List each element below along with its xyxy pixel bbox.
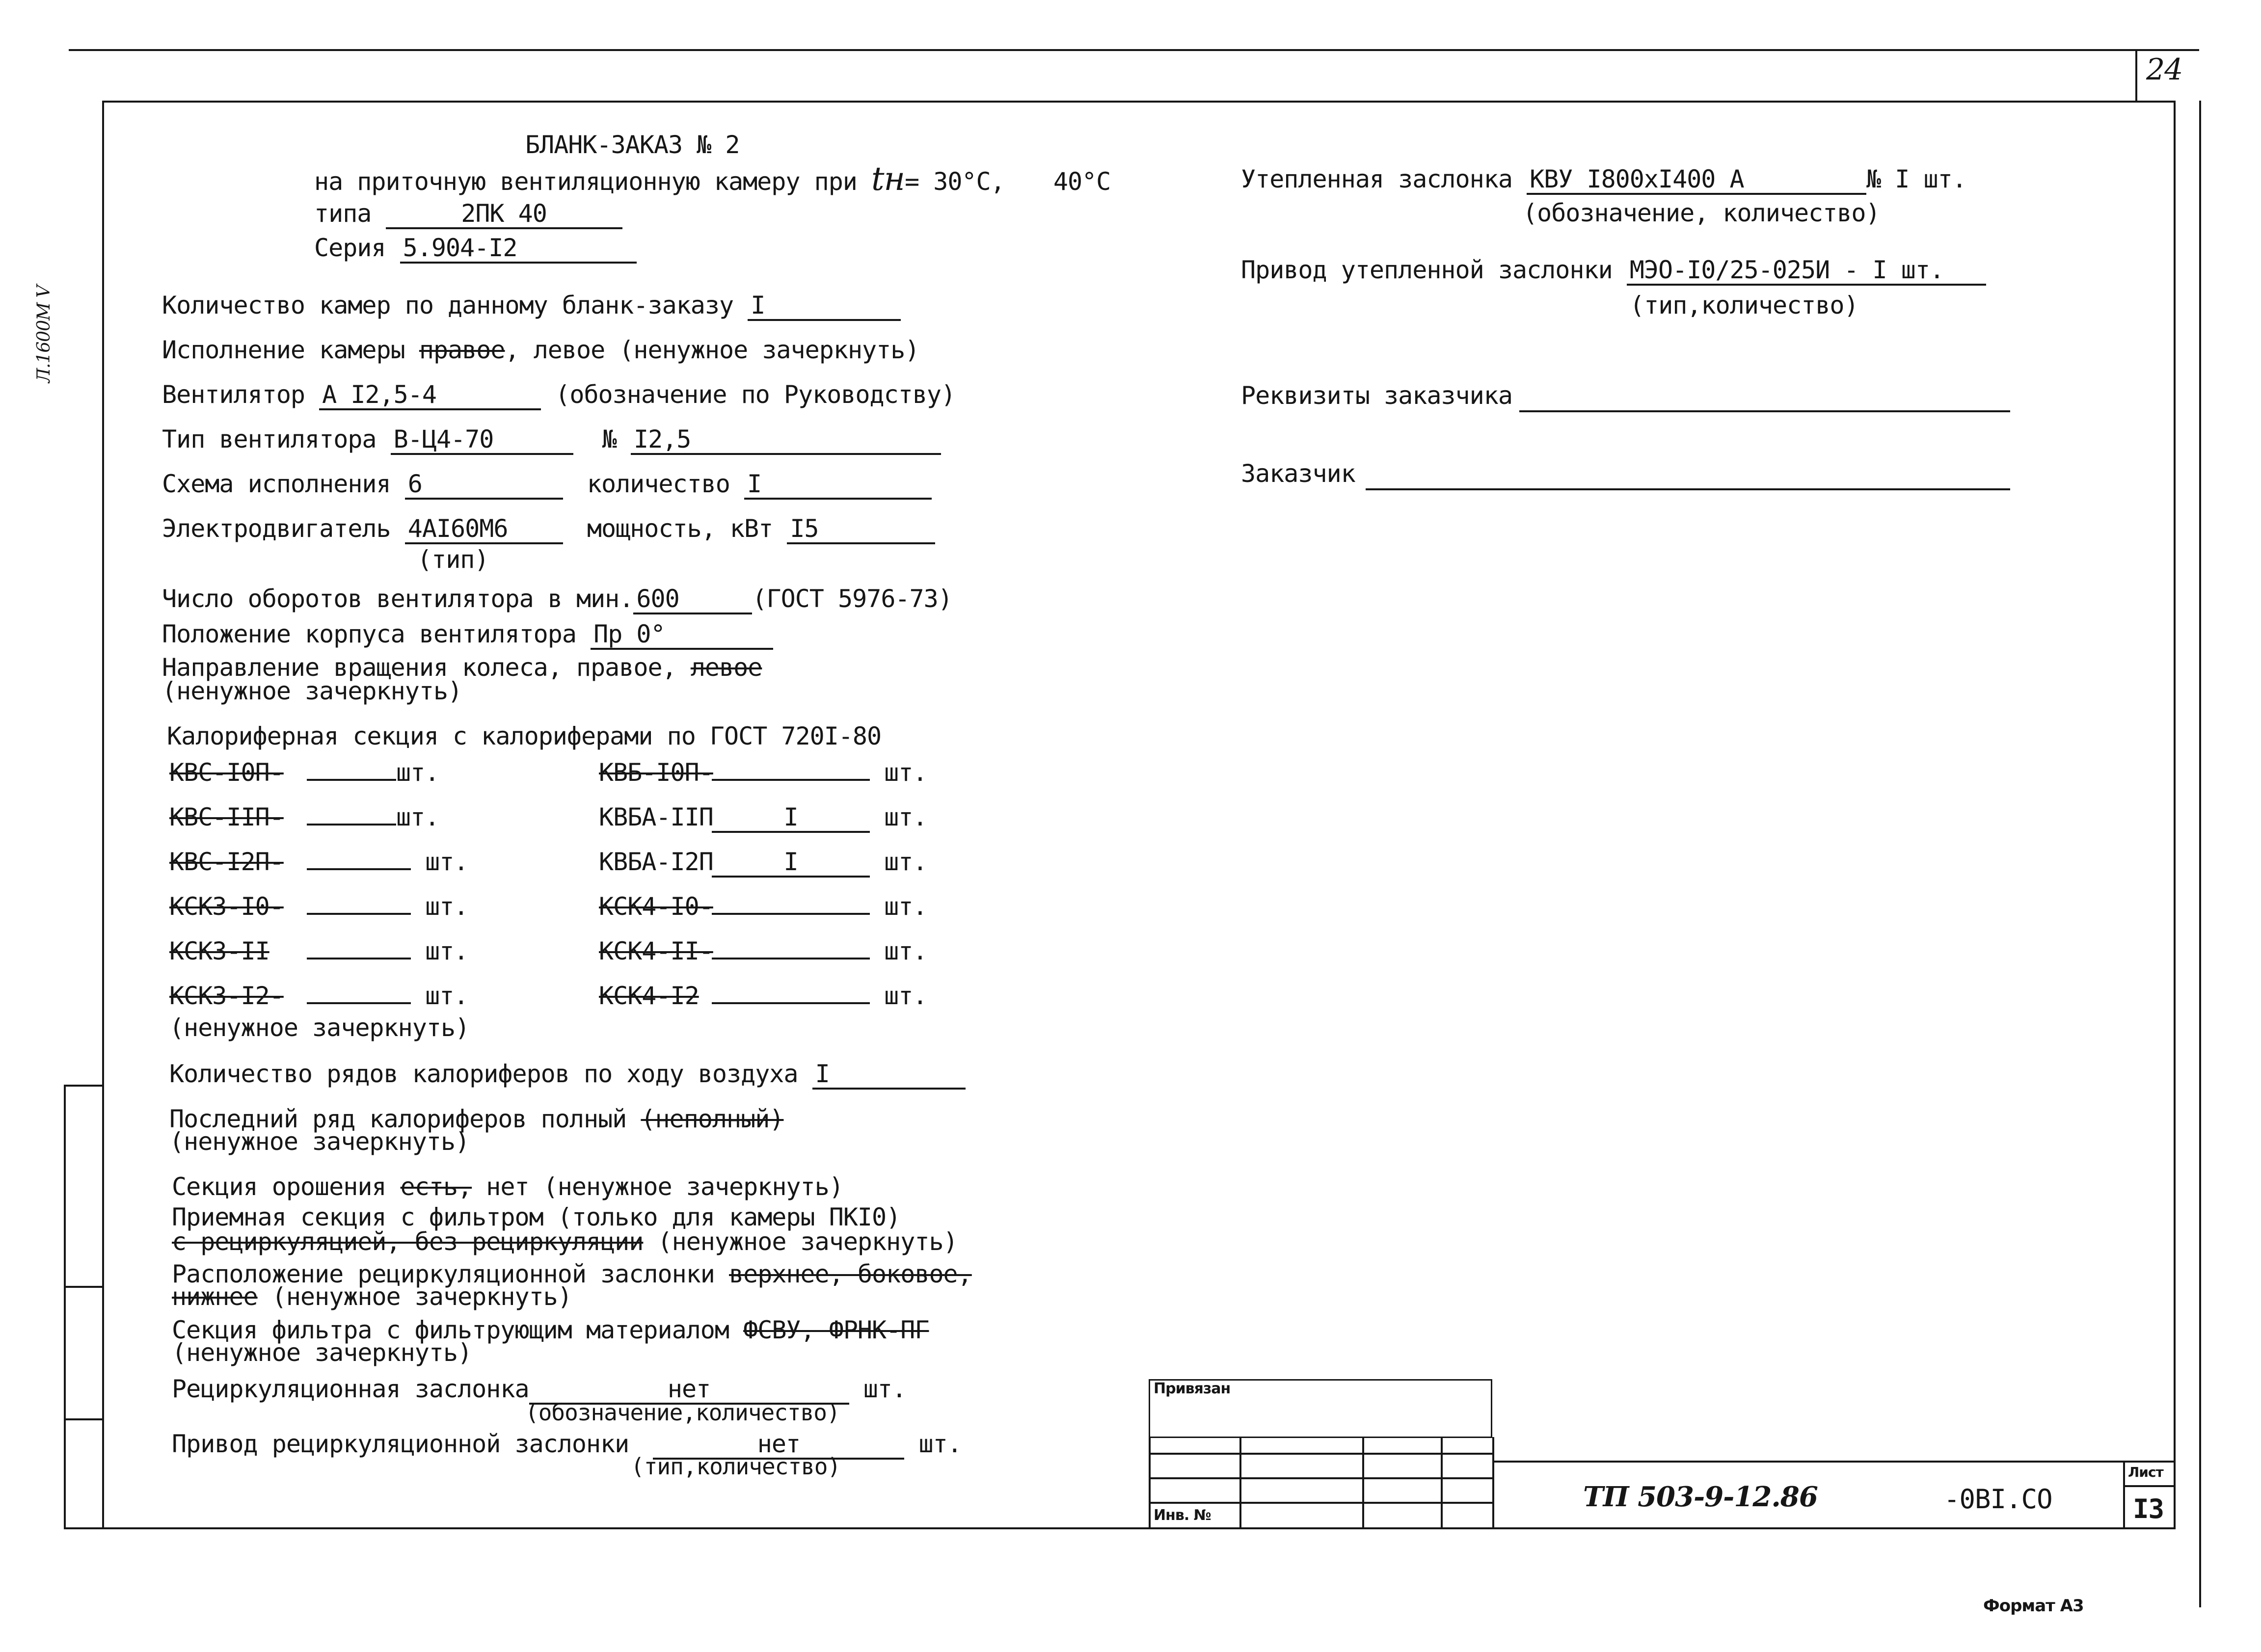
customer-line [1366,488,2010,490]
recirc-drive-label: Привод рециркуляционной заслонки [172,1430,629,1458]
side-strip-divider-3 [64,1418,103,1420]
rows-row [169,1059,966,1090]
heater-right-5-unit: шт. [884,937,927,965]
stamp-grid-v4 [1492,1437,1494,1528]
header-line-1-text: на приточную вентиляционную камеру при [314,167,857,196]
camera-qty-label: Количество камер по данному бланк-заказу [162,291,734,320]
recirc-pos-struck-2: нижнее [172,1282,258,1311]
recirc-damper-note: (обозначение,количество) [525,1399,840,1426]
tn-value: = 30°C, [905,167,1005,196]
doc-suffix: -0ВI.СО [1944,1484,2052,1515]
scheme-qty-value: I [744,470,932,500]
heaters-note: (ненужное зачеркнуть) [169,1013,470,1042]
header-line-1 [314,160,1111,198]
fan-number-value: I2,5 [631,426,941,455]
side-strip-divider-1 [64,1085,103,1087]
stamp-grid-v3 [1441,1437,1443,1528]
heater-right-1-qty [712,779,870,781]
heater-right-3 [599,847,927,878]
damper-row [1241,164,1966,195]
fan-type-value: В-Ц4-70 [391,426,573,455]
motor-row [162,514,935,544]
filter-struck: ФСВУ, ФРНК-ПГ [743,1316,929,1344]
heater-left-6-unit: шт. [425,982,468,1010]
sheet-label: Лист [2128,1464,2163,1480]
frame-left-line [102,101,104,1529]
spray-row [172,1172,843,1201]
last-row-struck: (неполный) [641,1105,784,1133]
fan-value: А I2,5-4 [319,381,541,410]
rotation-struck: левое [690,653,762,682]
heater-left-1-unit: шт. [396,758,439,787]
last-row-note: (ненужное зачеркнуть) [169,1127,470,1156]
housing-label: Положение корпуса вентилятора [162,620,576,648]
stamp-inv-label: Инв. № [1154,1507,1211,1524]
series-row [314,233,637,264]
heater-right-6-unit: шт. [884,982,927,1010]
filter-label: Секция фильтра с фильтрующим материалом [172,1316,729,1344]
type-row [314,199,622,229]
heater-left-3-name: КВС-I2П- [169,848,284,876]
heater-left-4-unit: шт. [425,892,468,921]
heater-left-3 [169,847,468,877]
heater-left-1-qty [307,779,396,781]
damper-label: Утепленная заслонка [1241,165,1512,193]
stamp-grid-v2 [1362,1437,1364,1528]
recirc-pos-line-2 [172,1282,572,1311]
heater-right-4-name: КСК4-I0- [599,892,713,921]
recirc-pos-note: (ненужное зачеркнуть) [257,1282,572,1311]
corner-box-left [2135,49,2137,102]
damper-qty: № I шт. [1866,165,1966,193]
heater-right-4-qty [712,913,870,915]
heater-right-4 [599,892,927,921]
recirc-damper-unit: шт. [863,1375,906,1403]
drive-note: (тип,количество) [1630,291,1858,320]
heater-left-1 [169,758,439,787]
heater-left-2-unit: шт. [396,803,439,831]
heater-right-6 [599,981,927,1011]
heater-right-1-name: КВБ-I0П- [599,758,713,787]
rows-label: Количество рядов калориферов по ходу воздуха [169,1060,798,1088]
recirc-damper-value: нет [529,1375,849,1405]
intake-line-1: Приемная секция с фильтром (только для камеры ПКI0) [172,1203,901,1231]
heater-right-6-name: КСК4-I2 [599,982,699,1010]
intake-line-2 [172,1227,958,1256]
side-strip-divider-2 [64,1286,103,1288]
intake-note: (ненужное зачеркнуть) [643,1227,958,1256]
heater-right-5-qty [712,958,870,959]
fan-number-label: № [602,425,617,453]
heater-right-2-qty: I [712,803,870,833]
heater-left-2-qty [307,824,396,826]
last-row-label: Последний ряд калориферов полный [169,1105,627,1133]
stamp-privyazan-label: Привязан [1154,1380,1231,1397]
format-label: Формат А3 [1983,1596,2084,1616]
heater-left-5-qty [307,958,411,959]
recirc-drive-value: нет [653,1430,904,1460]
heater-left-4 [169,892,468,921]
drive-label: Привод утепленной заслонки [1241,256,1613,284]
frame-top-line [102,101,2174,103]
recirc-pos-struck-1: верхнее, боковое, [729,1260,972,1288]
heater-left-5 [169,936,468,966]
tn-alt-value: 40°C [1053,167,1111,196]
type-label: типа [314,199,372,228]
heater-right-3-qty: I [712,848,870,878]
rpm-label: Число оборотов вентилятора в мин. [162,585,634,613]
side-strip-line [64,1085,66,1527]
camera-qty-row [162,291,901,321]
scheme-value: 6 [405,470,563,500]
heater-left-4-qty [307,913,411,915]
rpm-value: 600 [633,585,752,614]
execution-label: Исполнение камеры [162,336,405,364]
fan-note: (обозначение по Руководству) [555,380,956,409]
stamp-grid-left [1149,1437,1151,1528]
fan-row [162,380,955,410]
damper-value: КВУ I800хI400 А [1527,165,1866,195]
spray-struck: есть, [400,1172,472,1201]
housing-value: Пр 0° [591,620,773,650]
requisites-label: Реквизиты заказчика [1241,381,1512,410]
sheet-box-left [2123,1461,2125,1528]
power-value: I5 [787,515,935,544]
heater-left-3-unit: шт. [425,848,468,876]
drive-row [1241,255,1986,286]
damper-note: (обозначение, количество) [1523,199,1880,227]
drive-value: МЭО-I0/25-025И - I шт. [1627,256,1986,286]
form-title: БЛАНК-ЗАКАЗ № 2 [525,131,740,159]
fan-type-row [162,425,941,455]
execution-row [162,335,919,365]
housing-row [162,619,773,650]
rotation-label: Направление вращения колеса, правое, [162,653,676,682]
heater-left-2-name: КВС-IIП- [169,803,284,831]
sheet-box-divider [2123,1485,2175,1487]
heater-right-6-qty [712,1002,870,1004]
recirc-drive-unit: шт. [918,1430,962,1458]
rows-value: I [812,1060,966,1090]
filter-note: (ненужное зачеркнуть) [172,1338,472,1367]
fan-type-label: Тип вентилятора [162,425,377,453]
heater-right-1 [599,758,927,787]
heater-right-5 [599,936,927,966]
side-stamp: Л.1600М V [34,285,54,383]
fan-label: Вентилятор [162,380,305,409]
heater-right-2-unit: шт. [884,803,927,831]
recirc-drive-row [172,1429,962,1460]
heater-right-3-name: КВБА-I2П [599,848,713,876]
series-label: Серия [314,234,386,262]
rpm-gost: (ГОСТ 5976-73) [752,585,952,613]
frame-bottom-line [64,1527,2176,1529]
heater-left-6 [169,981,468,1011]
title-block-top [1492,1461,2175,1463]
heater-left-4-name: КСК3-I0- [169,892,284,921]
heater-right-2-name: КВБА-IIП [599,803,713,831]
heater-right-5-name: КСК4-II- [599,937,713,965]
heater-right-4-unit: шт. [884,892,927,921]
heater-right-1-unit: шт. [884,758,927,787]
heater-left-5-name: КСК3-II [169,937,269,965]
rotation-note: (ненужное зачеркнуть) [162,677,462,705]
tn-symbol: tн [871,160,905,198]
heater-left-1-name: КВС-I0П- [169,758,284,787]
recirc-pos-label: Расположение рециркуляционной заслонки [172,1260,715,1288]
heater-left-6-qty [307,1002,411,1004]
heater-left-2 [169,802,439,832]
camera-qty-value: I [748,292,901,321]
intake-struck: с рециркуляцией, без рециркуляции [172,1227,644,1256]
scheme-label: Схема исполнения [162,470,391,498]
requisites-line [1519,410,2010,412]
top-border-line [69,49,2199,51]
sheet-value: I3 [2133,1493,2164,1524]
stamp-grid-v1 [1239,1437,1241,1528]
motor-label: Электродвигатель [162,514,391,543]
series-value: 5.904-I2 [400,234,637,264]
recirc-drive-note: (тип,количество) [631,1453,841,1480]
heater-right-2 [599,802,927,833]
heater-left-5-unit: шт. [425,937,468,965]
corner-sheet-number: 24 [2146,53,2183,87]
doc-code: ТП 503-9-12.86 [1583,1481,1818,1513]
motor-type-note: (тип) [417,545,489,574]
recirc-damper-label: Рециркуляционная заслонка [172,1375,529,1403]
execution-struck: правое [419,336,505,364]
type-value: 2ПК 40 [386,200,622,229]
spray-rest: нет (ненужное зачеркнуть) [472,1172,843,1201]
heater-left-6-name: КСК3-I2- [169,982,284,1010]
scheme-row [162,469,932,500]
power-label: мощность, кВт [587,514,773,543]
customer-label: Заказчик [1241,459,1355,488]
motor-value: 4АI60М6 [405,515,563,544]
spray-label: Секция орошения [172,1172,386,1201]
outer-right-line [2199,101,2201,1607]
scheme-qty-label: количество [587,470,730,498]
heater-left-3-qty [307,868,411,870]
execution-rest: , левое (ненужное зачеркнуть) [505,336,919,364]
rpm-row [162,584,952,614]
heater-right-3-unit: шт. [884,848,927,876]
frame-right-line [2174,101,2176,1529]
heater-title: Калориферная секция с калориферами по ГОСТ 720I-80 [167,722,882,750]
